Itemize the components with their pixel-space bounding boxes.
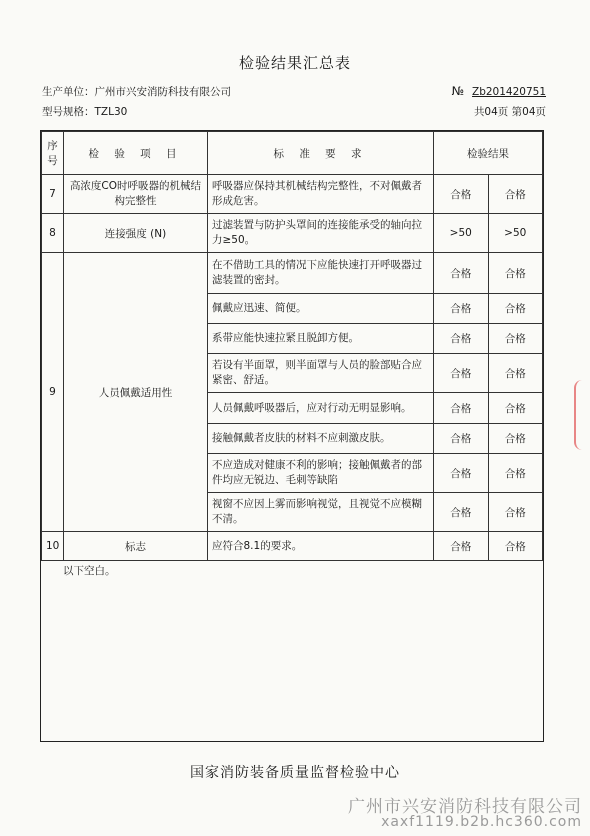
row-item: 人员佩戴适用性: [64, 253, 208, 532]
result-sample-2: 合格: [488, 424, 543, 454]
result-sample-1: 合格: [434, 294, 489, 324]
header-item: 检 验 项 目: [64, 132, 208, 175]
stamp-fragment: [574, 380, 590, 450]
table-row: [42, 214, 543, 253]
header-index: 序号: [42, 132, 64, 175]
result-sample-1: >50: [434, 214, 489, 253]
row-requirement: 呼吸器应保持其机械结构完整性，不对佩戴者形成危害。: [208, 175, 434, 214]
row-index: 7: [42, 175, 64, 214]
result-sample-1: 合格: [434, 324, 489, 354]
result-sample-1: 合格: [434, 532, 489, 561]
result-sample-2: 合格: [488, 324, 543, 354]
watermark-url: xaxf1119.b2b.hc360.com: [381, 814, 582, 830]
results-frame: [40, 130, 544, 742]
row-requirement: 应符合8.1的要求。: [208, 532, 434, 561]
header-result: 检验结果: [434, 132, 543, 175]
row-requirement: 接触佩戴者皮肤的材料不应刺激皮肤。: [208, 424, 434, 454]
results-table: [41, 131, 543, 561]
result-sample-1: 合格: [434, 424, 489, 454]
result-sample-1: 合格: [434, 493, 489, 532]
row-requirement: 佩戴应迅速、简便。: [208, 294, 434, 324]
row-index: 9: [42, 253, 64, 532]
manufacturer-label: 生产单位：广州市兴安消防科技有限公司: [42, 86, 231, 98]
result-sample-1: 合格: [434, 393, 489, 424]
row-requirement: 系带应能快速拉紧且脱卸方便。: [208, 324, 434, 354]
row-item: 连接强度 (N): [64, 214, 208, 253]
row-requirement: 过滤装置与防护头罩间的连接能承受的轴向拉力≥50。: [208, 214, 434, 253]
number-symbol: №: [451, 84, 465, 98]
result-sample-2: 合格: [488, 393, 543, 424]
result-sample-1: 合格: [434, 454, 489, 493]
row-item: 标志: [64, 532, 208, 561]
row-index: 8: [42, 214, 64, 253]
table-row: [42, 175, 543, 214]
row-index: 10: [42, 532, 64, 561]
result-sample-2: 合格: [488, 493, 543, 532]
row-requirement: 不应造成对健康不利的影响；接触佩戴者的部件均应无锐边、毛刺等缺陷: [208, 454, 434, 493]
model-label: 型号规格：TZL30: [42, 106, 128, 118]
issuer-name: 国家消防装备质量监督检验中心: [190, 765, 400, 781]
result-sample-2: >50: [488, 214, 543, 253]
result-sample-2: 合格: [488, 354, 543, 393]
row-item: 高浓度CO时呼吸器的机械结构完整性: [64, 175, 208, 214]
result-sample-1: 合格: [434, 175, 489, 214]
report-number: [452, 84, 546, 98]
result-sample-1: 合格: [434, 354, 489, 393]
table-row: [42, 253, 543, 294]
result-sample-2: 合格: [488, 253, 543, 294]
table-header-row: [42, 132, 543, 175]
table-row: [42, 532, 543, 561]
row-requirement: 在不借助工具的情况下应能快速打开呼吸器过滤装置的密封。: [208, 253, 434, 294]
result-sample-2: 合格: [488, 175, 543, 214]
blank-note: 以下空白。: [63, 565, 116, 577]
watermark-company: 广州市兴安消防科技有限公司: [348, 797, 582, 817]
row-requirement: 人员佩戴呼吸器后，应对行动无明显影响。: [208, 393, 434, 424]
report-number-value: Zb201420751: [472, 86, 546, 98]
page-title: 检验结果汇总表: [238, 54, 351, 72]
result-sample-1: 合格: [434, 253, 489, 294]
result-sample-2: 合格: [488, 454, 543, 493]
header-requirement: 标 准 要 求: [208, 132, 434, 175]
result-sample-2: 合格: [488, 532, 543, 561]
page-count: 共04页 第04页: [473, 106, 546, 118]
row-requirement: 若设有半面罩，则半面罩与人员的脸部贴合应紧密、舒适。: [208, 354, 434, 393]
result-sample-2: 合格: [488, 294, 543, 324]
row-requirement: 视窗不应因上雾而影响视觉，且视觉不应模糊不清。: [208, 493, 434, 532]
